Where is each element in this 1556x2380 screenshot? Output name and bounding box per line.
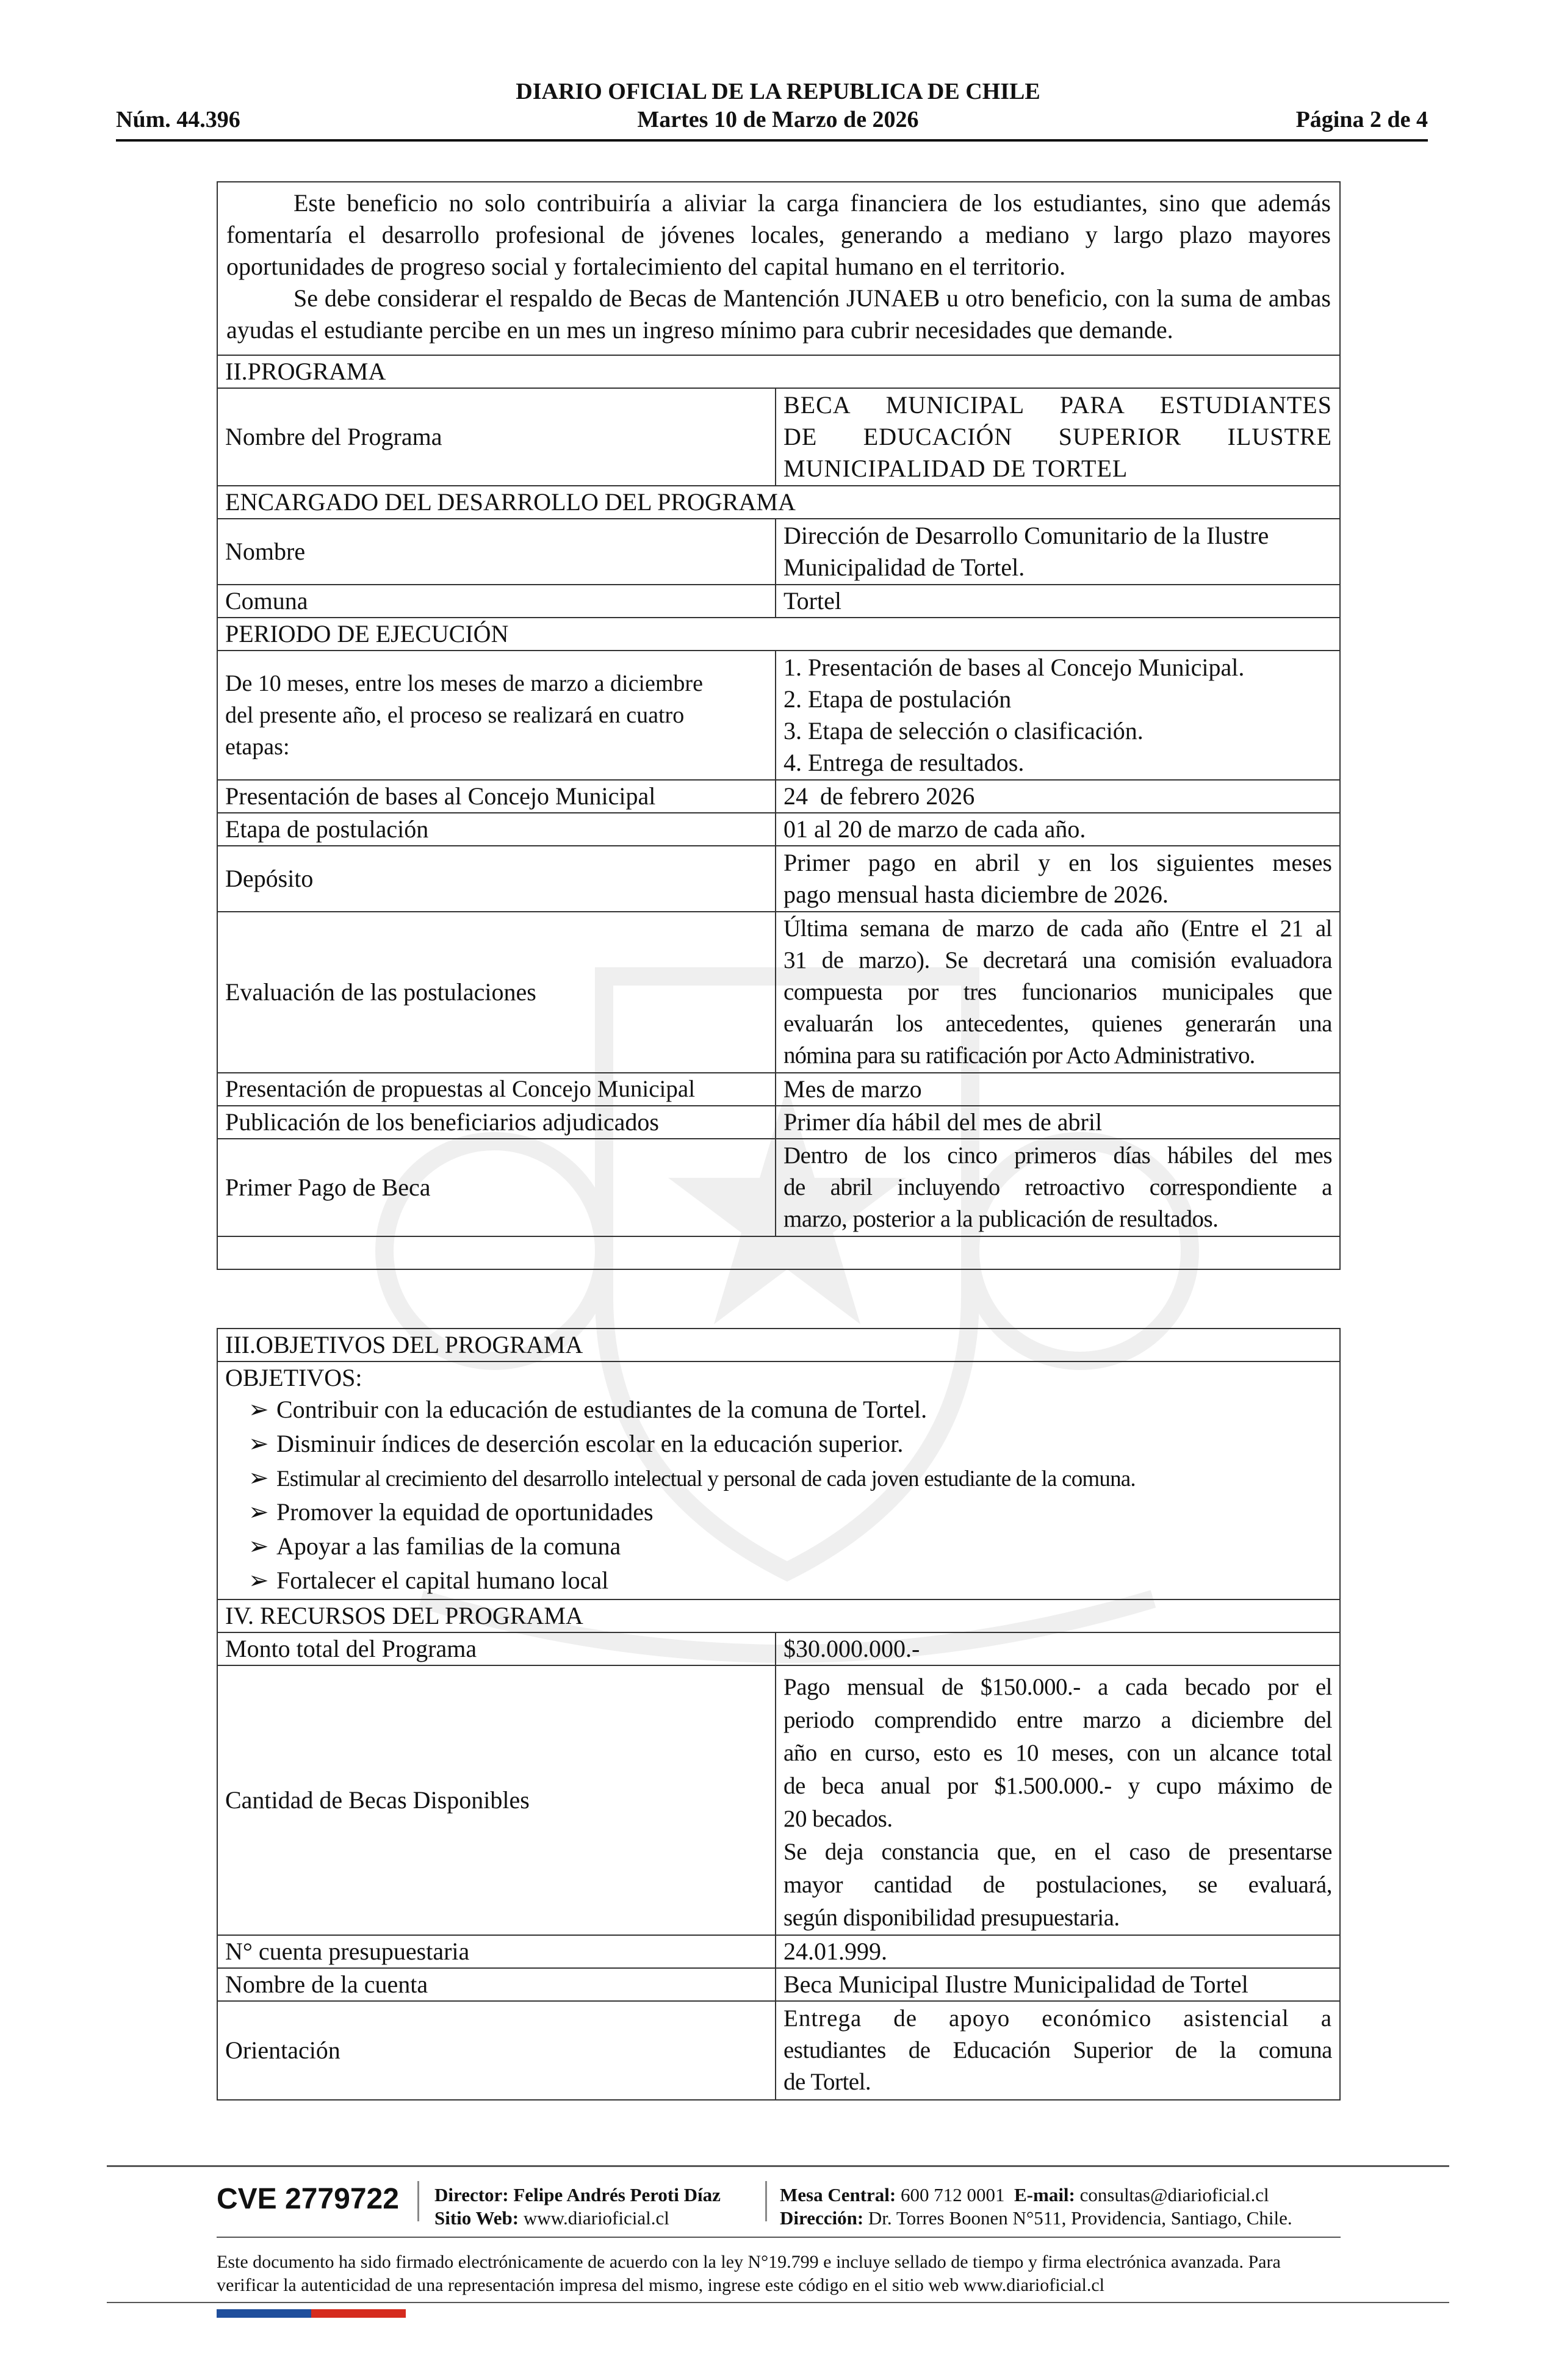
issue-date: Martes 10 de Marzo de 2026	[637, 107, 919, 132]
becas-line: de beca anual por $1.500.000.- y cupo máximo de	[783, 1773, 1332, 1799]
email-link[interactable]: consultas@diarioficial.cl	[1079, 2184, 1269, 2205]
evaluacion-line: nómina para su ratificación por Acto Administrativo.	[783, 1042, 1255, 1069]
primer-pago-line: marzo, posterior a la publicación de resultados.	[783, 1206, 1219, 1232]
section-header-periodo: PERIODO DE EJECUCIÓN	[218, 617, 1339, 650]
cell-label: N° cuenta presupuestaria	[218, 1936, 776, 1967]
objetivos-label: OBJETIVOS:	[225, 1364, 362, 1391]
list-item: ➢ Promover la equidad de oportunidades	[248, 1496, 1339, 1531]
list-item: ➢ Estimular al crecimiento del desarrollo intelectual y personal de cada joven estudiante de la comuna.	[248, 1462, 1339, 1496]
website-link[interactable]: www.diarioficial.cl	[523, 2207, 669, 2229]
cell-label: Cantidad de Becas Disponibles	[218, 1666, 776, 1935]
becas-line: Se deja constancia que, en el caso de presentarse	[783, 1839, 1332, 1865]
arrow-bullet-icon: ➢	[248, 1396, 269, 1423]
cell-label: Nombre del Programa	[218, 389, 776, 485]
intro-paragraph-2: Se debe considerar el respaldo de Becas de Mantención JUNAEB u otro beneficio, con la suma de ambas ayudas el estudiante percibe en un mes un ingreso mínimo para cubrir necesidades que demande.	[226, 284, 1331, 344]
program-table	[217, 181, 1341, 1270]
section-header-programa: II.PROGRAMA	[218, 355, 1339, 388]
row-periodo	[218, 650, 1339, 779]
row-presentacion-bases	[218, 779, 1339, 812]
cell-value: 24.01.999.	[783, 1938, 887, 1965]
row-evaluacion	[218, 911, 1339, 1072]
footer-divider-bottom	[107, 2302, 1449, 2303]
journal-title: DIARIO OFICIAL DE LA REPUBLICA DE CHILE	[516, 79, 1040, 104]
footer-contact-block: Mesa Central: 600 712 0001 E-mail: consultas@diarioficial.cl Dirección: Dr. Torres Boonen N°511, Providencia, Santiago, Chile.	[780, 2184, 1292, 2229]
flag-blue-segment	[217, 2309, 311, 2318]
becas-line: periodo comprendido entre marzo a diciembre del	[783, 1707, 1332, 1733]
row-publicacion	[218, 1105, 1339, 1138]
becas-line: año en curso, esto es 10 meses, con un alcance total	[783, 1740, 1332, 1766]
cell-label: Orientación	[218, 2002, 776, 2099]
etapa-item: 4. Entrega de resultados.	[783, 749, 1025, 776]
arrow-bullet-icon: ➢	[248, 1498, 269, 1526]
phone-number: 600 712 0001	[901, 2184, 1005, 2205]
address: Dr. Torres Boonen N°511, Providencia, Santiago, Chile.	[868, 2207, 1292, 2229]
cell-value: 24 de febrero 2026	[783, 782, 975, 810]
footer-separator	[417, 2181, 419, 2221]
cell-value: Tortel	[783, 587, 841, 615]
row-orientacion	[218, 2000, 1339, 2099]
list-item: ➢ Apoyar a las familias de la comuna	[248, 1531, 1339, 1565]
arrow-bullet-icon: ➢	[248, 1430, 269, 1457]
objetivos-block	[218, 1361, 1339, 1599]
cell-label: Presentación de propuestas al Concejo Municipal	[218, 1073, 776, 1105]
cell-label: Primer Pago de Beca	[218, 1139, 776, 1236]
footer-director-block: Director: Felipe Andrés Peroti Díaz Sitio Web: www.diarioficial.cl	[434, 2184, 721, 2229]
orientacion-line: de Tortel.	[783, 2069, 871, 2095]
cell-label: Monto total del Programa	[218, 1633, 776, 1665]
cell-label: Evaluación de las postulaciones	[218, 912, 776, 1072]
cell-label: Nombre de la cuenta	[218, 1969, 776, 2000]
cell-value: Primer día hábil del mes de abril	[783, 1108, 1103, 1136]
section-header-objetivos: III.OBJETIVOS DEL PROGRAMA	[225, 1331, 583, 1358]
periodo-line-1: De 10 meses, entre los meses de marzo a diciembre	[225, 671, 703, 696]
row-deposito	[218, 845, 1339, 911]
encargado-line-1: Dirección de Desarrollo Comunitario de la Ilustre	[783, 522, 1269, 549]
row-encargado-nombre	[218, 518, 1339, 584]
evaluacion-line: Última semana de marzo de cada año (Entre el 21 al	[783, 915, 1332, 942]
nombre-line-3: MUNICIPALIDAD DE TORTEL	[783, 455, 1128, 482]
deposito-line-1: Primer pago en abril y en los siguientes meses	[783, 849, 1332, 876]
cell-label: Depósito	[218, 846, 776, 911]
row-cuenta-presupuestaria	[218, 1935, 1339, 1967]
cell-value: Mes de marzo	[783, 1075, 922, 1103]
cell-label: Publicación de los beneficiarios adjudicados	[218, 1106, 776, 1138]
primer-pago-line: Dentro de los cinco primeros días hábiles del mes	[783, 1142, 1332, 1169]
etapa-item: 1. Presentación de bases al Concejo Municipal.	[783, 654, 1245, 681]
cell-value: 01 al 20 de marzo de cada año.	[783, 815, 1086, 843]
objectives-resources-table	[217, 1328, 1341, 2101]
list-item: ➢ Disminuir índices de deserción escolar en la educación superior.	[248, 1428, 1339, 1462]
cell-value: $30.000.000.-	[783, 1635, 920, 1662]
row-nombre-cuenta	[218, 1967, 1339, 2000]
cell-value: Beca Municipal Ilustre Municipalidad de Tortel	[783, 1971, 1248, 1998]
row-etapa-postulacion	[218, 812, 1339, 845]
encargado-line-2: Municipalidad de Tortel.	[783, 554, 1025, 581]
becas-line: según disponibilidad presupuestaria.	[783, 1905, 1120, 1931]
header-divider	[116, 139, 1428, 142]
etapa-item: 3. Etapa de selección o clasificación.	[783, 717, 1144, 745]
orientacion-line: Entrega de apoyo económico asistencial a	[783, 2005, 1332, 2032]
nombre-line-1: BECA MUNICIPAL PARA ESTUDIANTES	[783, 391, 1332, 419]
row-monto-total	[218, 1632, 1339, 1665]
cell-label: Presentación de bases al Concejo Municipal	[218, 781, 776, 812]
nombre-line-2: DE EDUCACIÓN SUPERIOR ILUSTRE	[783, 423, 1332, 450]
cell-label: Comuna	[218, 585, 776, 617]
objetivos-list	[218, 1394, 1339, 1599]
evaluacion-line: evaluarán los antecedentes, quienes generarán una	[783, 1011, 1332, 1037]
arrow-bullet-icon: ➢	[248, 1567, 269, 1594]
row-nombre-programa	[218, 388, 1339, 485]
legal-notice: Este documento ha sido firmado electrónicamente de acuerdo con la ley N°19.799 e incluye sellado de tiempo y firma electrónica avanzada. Para verificar la autenticidad de una representación impresa del mismo, ingrese este código en el sitio web www.diarioficial.cl	[217, 2252, 1281, 2295]
intro-text	[218, 182, 1339, 355]
row-comuna	[218, 584, 1339, 617]
footer-separator	[765, 2181, 767, 2221]
periodo-line-2: del presente año, el proceso se realizará en cuatro	[225, 702, 685, 728]
becas-line: Pago mensual de $150.000.- a cada becado por el	[783, 1674, 1332, 1700]
evaluacion-line: 31 de marzo). Se decretará una comisión evaluadora	[783, 947, 1332, 973]
footer-divider-top	[107, 2165, 1449, 2167]
cve-code: CVE 2779722	[217, 2183, 399, 2215]
list-item: ➢ Contribuir con la educación de estudiantes de la comuna de Tortel.	[248, 1394, 1339, 1428]
periodo-line-3: etapas:	[225, 734, 290, 760]
blank-row	[218, 1236, 1339, 1269]
row-cantidad-becas	[218, 1665, 1339, 1935]
section-header-recursos: IV. RECURSOS DEL PROGRAMA	[218, 1599, 1339, 1632]
deposito-line-2: pago mensual hasta diciembre de 2026.	[783, 881, 1169, 908]
issue-number: Núm. 44.396	[116, 107, 240, 132]
section-header-encargado: ENCARGADO DEL DESARROLLO DEL PROGRAMA	[218, 485, 1339, 518]
orientacion-line: estudiantes de Educación Superior de la comuna	[783, 2037, 1332, 2063]
cell-label: Nombre	[218, 519, 776, 584]
director-name: Felipe Andrés Peroti Díaz	[513, 2184, 721, 2205]
footer-divider-middle	[217, 2237, 1341, 2238]
flag-red-segment	[311, 2309, 406, 2318]
cell-label: Etapa de postulación	[218, 813, 776, 845]
etapa-item: 2. Etapa de postulación	[783, 685, 1012, 713]
row-propuestas	[218, 1072, 1339, 1105]
intro-paragraph-1: Este beneficio no solo contribuiría a aliviar la carga financiera de los estudiantes, sino que además fomentaría el desarrollo profesional de jóvenes locales, generando a mediano y largo plazo mayores oportunidades de progreso social y fortalecimiento del capital humano en el territorio.	[226, 189, 1331, 280]
chile-flag-stripe	[217, 2309, 406, 2318]
page-indicator: Página 2 de 4	[1295, 107, 1428, 132]
primer-pago-line: de abril incluyendo retroactivo correspondiente a	[783, 1174, 1332, 1200]
list-item: ➢ Fortalecer el capital humano local	[248, 1565, 1339, 1599]
becas-line: 20 becados.	[783, 1806, 893, 1832]
arrow-bullet-icon: ➢	[248, 1464, 269, 1491]
evaluacion-line: compuesta por tres funcionarios municipales que	[783, 979, 1332, 1005]
becas-line: mayor cantidad de postulaciones, se evaluará,	[783, 1872, 1332, 1898]
row-primer-pago	[218, 1138, 1339, 1236]
arrow-bullet-icon: ➢	[248, 1532, 269, 1560]
